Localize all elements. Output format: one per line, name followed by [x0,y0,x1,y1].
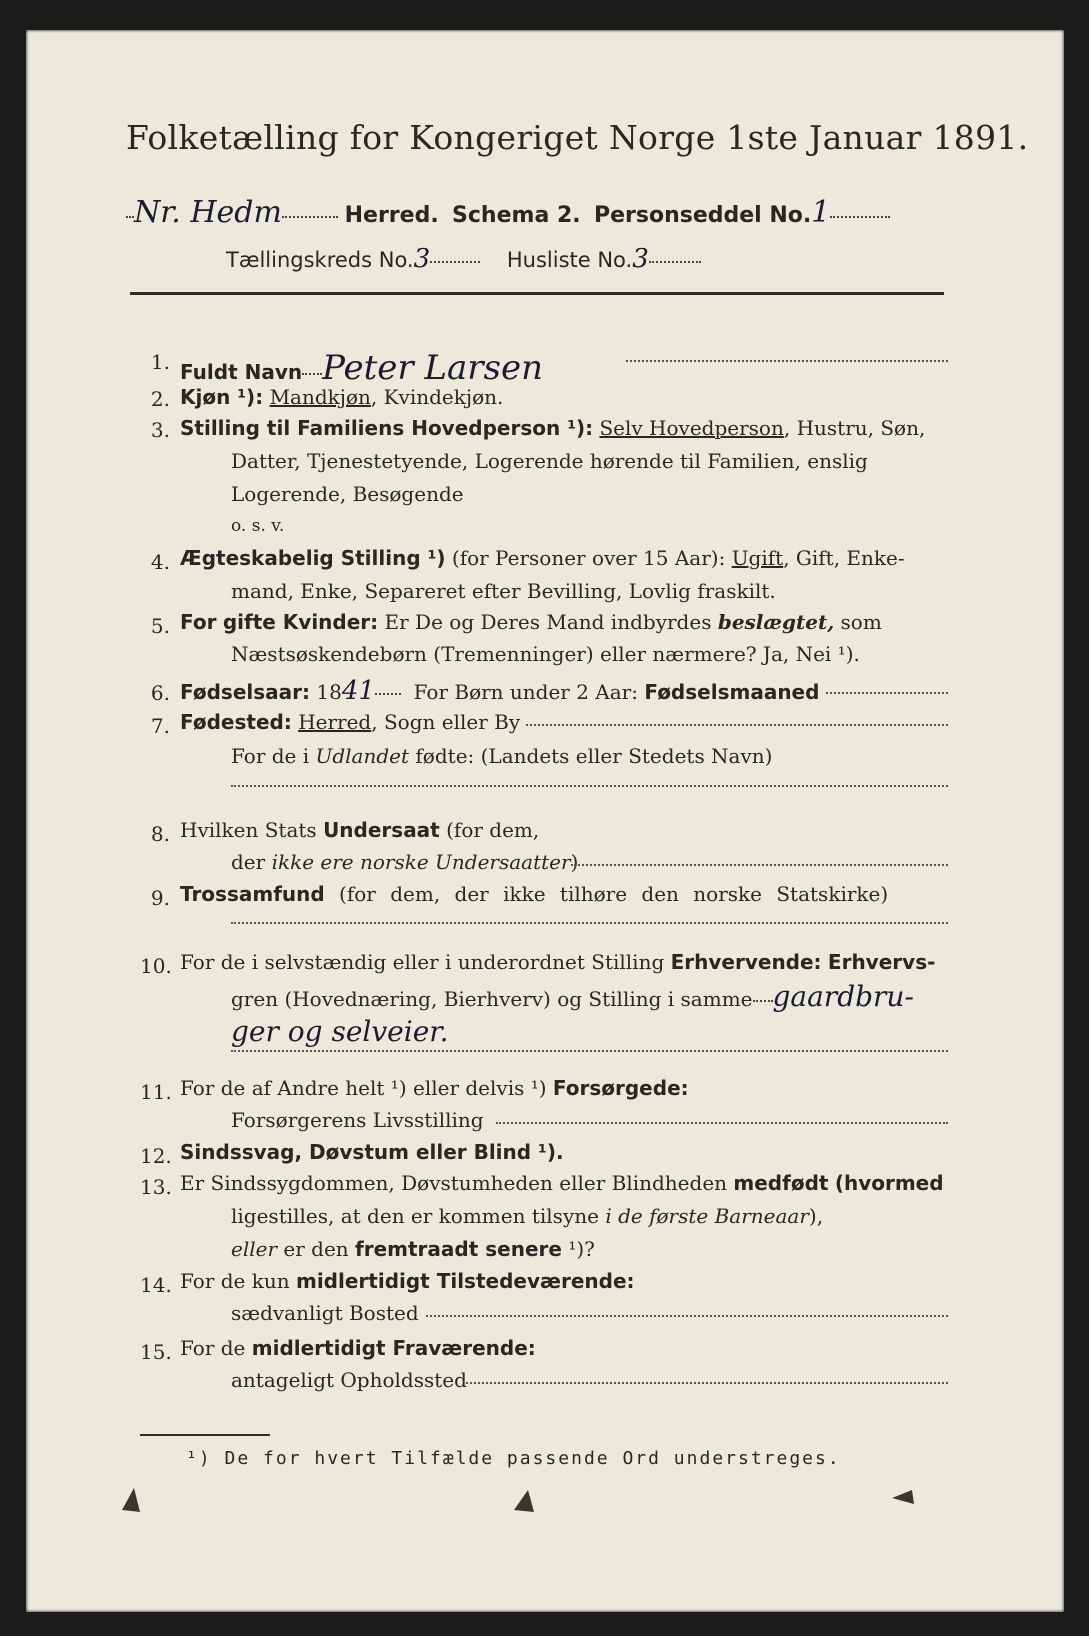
q2-rest: , Kvindekjøn. [370,385,504,409]
q7-selected: Herred [298,710,372,734]
q7-line2c: fødte: (Landets eller Stedets Navn) [415,744,773,768]
personseddel-label: Personseddel No. [593,203,812,228]
q10-number: 10. [140,954,172,978]
q10-label-b: Erhvervs- [827,950,936,974]
registration-marks [26,30,1064,1612]
q10-value1: gaardbru- [772,980,914,1013]
q4-label: Ægteskabelig Stilling ¹) [180,546,446,570]
q6-label2: Fødselsmaaned [644,680,820,704]
q13-text1: Er Sindssygdommen, Døvstumheden eller Blindheden [180,1171,728,1195]
q2-number: 2. [150,387,170,411]
q6-prefix: 18 [316,680,342,704]
q4-paren: (for Personer over 15 Aar): [451,546,726,570]
q5-italic: beslægtet, [717,610,835,634]
q8-line2b: ikke ere norske Undersaatter [271,850,571,874]
q2-label: Kjøn ¹): [180,385,264,409]
q13-line3d: ¹)? [568,1237,595,1261]
q9-text: (for dem, der ikke tilhøre den norske Statskirke) [339,882,889,906]
q8-label: Undersaat [323,818,440,842]
q13-label: medfødt [733,1171,829,1195]
q13-line3c: fremtraadt senere [355,1237,562,1261]
q13-line3a: eller [231,1237,278,1261]
q7-number: 7. [150,714,170,738]
q13-line2a: ligestilles, at den er kommen tilsyne [231,1204,599,1228]
q8-line2c: ) [570,850,579,874]
q1-value: Peter Larsen [322,348,543,388]
q11-number: 11. [140,1080,172,1104]
q10-value2: ger og selveier. [231,1015,449,1048]
q5-line2: Næstsøskendebørn (Tremenninger) eller nærmere? Ja, Nei ¹). [231,642,860,666]
q9-label: Trossamfund [180,882,325,906]
schema-label: Schema 2. [452,203,581,228]
q11-label: Forsørgede: [552,1076,689,1100]
q5-rest: som [840,610,882,634]
q8-line2a: der [231,850,266,874]
q4-selected: Ugift [731,546,784,570]
mark-center-icon [514,1490,534,1512]
q5-number: 5. [150,614,170,638]
q10-label: Erhvervende: [670,950,822,974]
q14-line2: sædvanligt Bosted [231,1301,419,1325]
q3-rest: , Hustru, Søn, [783,416,926,440]
herred-value: Nr. Hedm [134,195,282,230]
q3-label: Stilling til Familiens Hovedperson ¹): [180,416,594,440]
q3-line2: Datter, Tjenestetyende, Logerende hørende til Familien, enslig [231,449,868,473]
mark-right-icon [892,1490,914,1504]
q6-text: For Børn under 2 Aar: [413,680,638,704]
q7-line2a: For de i [231,744,310,768]
q5-label2: gifte Kvinder: [222,610,379,634]
personseddel-value: 1 [811,195,831,230]
q4-line2: mand, Enke, Separeret efter Bevilling, Lovlig fraskilt. [231,579,776,603]
husliste-label: Husliste No. [506,248,633,272]
q3-line4: o. s. v. [231,516,285,536]
q13-text2: (hvormed [834,1171,944,1195]
q4-number: 4. [150,550,170,574]
q13-number: 13. [140,1175,172,1199]
census-form-page [26,30,1064,1612]
q12-number: 12. [140,1144,172,1168]
q13-line2b: i de første Barneaar [605,1204,809,1228]
q6-label: Fødselsaar: [180,680,310,704]
q3-number: 3. [150,418,170,442]
q15-text1: For de [180,1336,246,1360]
q7-line2b: Udlandet [315,744,410,768]
q3-line3: Logerende, Besøgende [231,482,464,506]
kreds-value: 3 [413,244,431,274]
q4-rest: , Gift, Enke- [783,546,905,570]
q5-text: Er De og Deres Mand indbyrdes [384,610,712,634]
q11-line2: Forsørgerens Livsstilling [231,1108,484,1132]
q14-text1: For de kun [180,1269,290,1293]
form-title: Folketælling for Kongeriget Norge 1ste Januar 1891. [126,118,1029,157]
q10-line2-text: gren (Hovednæring, Bierhverv) og Stilling i samme [231,987,753,1011]
q14-label: midlertidigt Tilstedeværende: [295,1269,635,1293]
q7-rest: , Sogn eller By [371,710,521,734]
q1-number: 1. [150,350,170,374]
q15-line2: antageligt Opholdssted [231,1368,467,1392]
form-sheet [26,30,1064,1612]
q12-label: Sindssvag, Døvstum eller Blind ¹). [180,1140,564,1164]
q1-label: Fuldt Navn [180,360,303,384]
husliste-value: 3 [632,244,649,274]
q9-number: 9. [150,886,170,910]
q15-number: 15. [140,1340,172,1364]
q8-text1: Hvilken Stats [180,818,317,842]
q6-number: 6. [150,681,170,705]
q8-number: 8. [150,822,170,846]
kreds-label: Tællingskreds No. [226,248,414,272]
q13-line3b: er den [283,1237,349,1261]
q13-line2c: ), [808,1204,824,1228]
q15-label: midlertidigt Fraværende: [251,1336,536,1360]
footnote: ¹) De for hvert Tilfælde passende Ord understreges. [186,1448,841,1469]
q11-text1: For de af Andre helt ¹) eller delvis ¹) [180,1076,547,1100]
q8-text2: (for dem, [446,818,540,842]
q10-text: For de i selvstændig eller i underordnet Stilling [180,950,665,974]
q5-label1: For [180,610,217,634]
q2-selected: Mandkjøn [269,385,371,409]
q7-label: Fødested: [180,710,292,734]
q6-value: 41 [341,676,375,706]
herred-label: Herred. [344,203,439,228]
mark-left-icon [122,1488,140,1512]
q3-selected: Selv Hovedperson [599,416,784,440]
q14-number: 14. [140,1273,172,1297]
